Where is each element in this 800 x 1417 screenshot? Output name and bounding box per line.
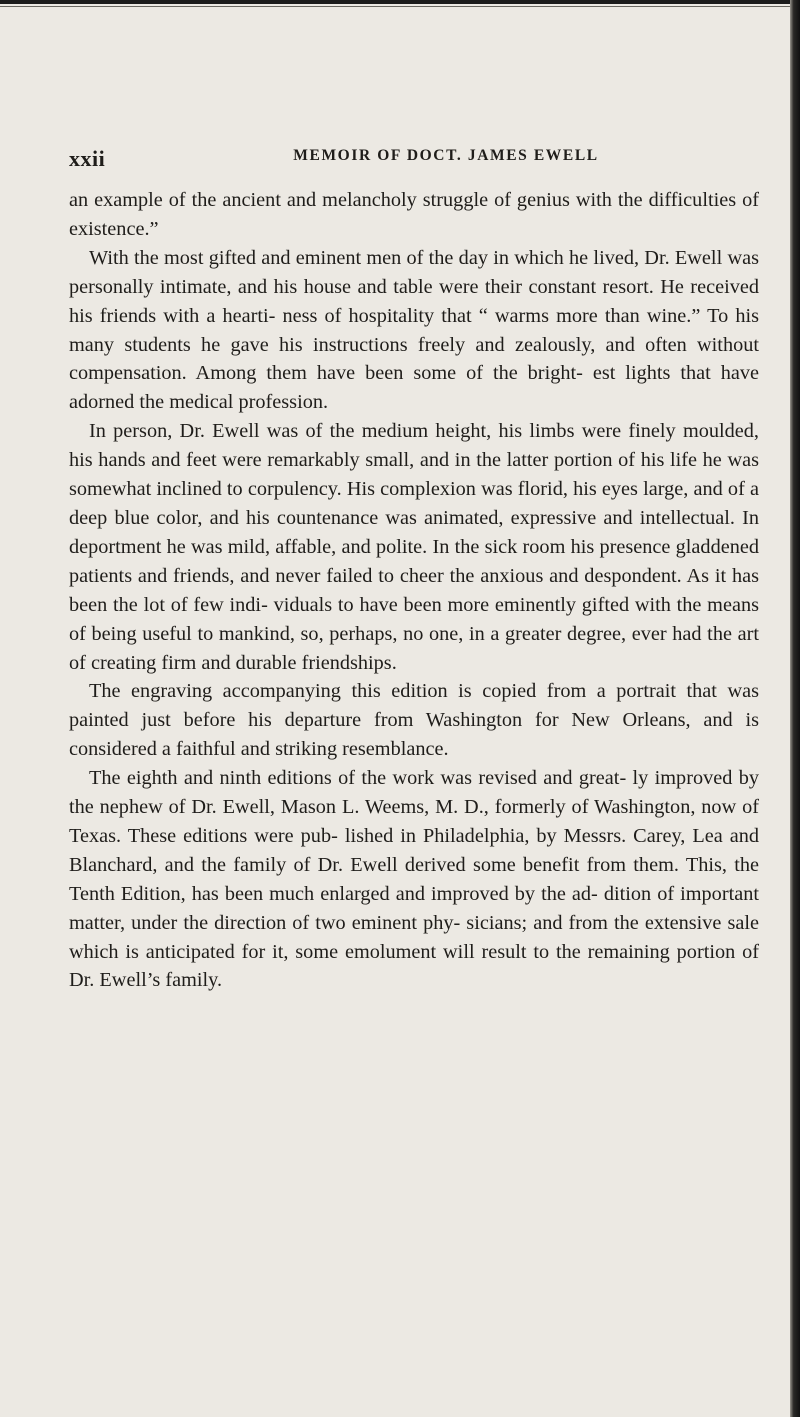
page-number: xxii bbox=[69, 146, 106, 171]
running-header bbox=[69, 146, 759, 172]
running-title: MEMOIR OF DOCT. JAMES EWELL bbox=[293, 147, 599, 164]
top-border-rule bbox=[0, 0, 790, 4]
paragraph-engraving: The engraving accompanying this edition is copied from a portrait that was painted just before his departure from Washington for New Orleans, and is considered a faithful and striking resemblance. bbox=[69, 680, 759, 761]
paragraph-appearance: In person, Dr. Ewell was of the medium height, his limbs were finely moulded, his hands and feet were remarkably small, and in the latter portion of his life he was somewhat inclined to corpulency. His complexion was florid, his eyes large, and of a deep blue color, and his countenance was animated, expressive and intellectual. In deportment he was mild, affable, and polite. In the sick room his presence gladdened patients and friends, and never failed to cheer the anxious and despondent. As it has been the lot of few indi- viduals to have been more eminently gifted with the means of being useful to mankind, so, perhaps, no one, in a greater degree, ever had the art of creating firm and durable friendships. bbox=[69, 420, 759, 674]
paragraph-editions: The eighth and ninth editions of the work was revised and great- ly improved by the nephew of Dr. Ewell, Mason L. Weems, M. D., formerly of Washington, now of Texas. These editions were pub- lished in Philadelphia, by Messrs. Carey, Lea and Blanchard, and the family of Dr. Ewell derived some benefit from them. This, the Tenth Edition, has been much enlarged and improved by the ad- dition of important matter, under the direction of two eminent phy- sicians; and from the extensive sale which is anticipated for it, some emolument will result to the remaining portion of Dr. Ewell’s family. bbox=[69, 767, 759, 992]
paragraph-hospitality: With the most gifted and eminent men of the day in which he lived, Dr. Ewell was personally intimate, and his house and table were their constant resort. He received his friends with a hearti- ness of hospitality that “ warms more than wine.” To his many students he gave his instructions freely and zealously, and often without compensation. Among them have been some of the bright- est lights that have adorned the medical profession. bbox=[69, 246, 759, 414]
paragraph-continued: an example of the ancient and melancholy struggle of genius with the difficulties of existence.” bbox=[69, 189, 759, 240]
body-text bbox=[69, 186, 759, 995]
page-edge-shadow bbox=[790, 0, 800, 1417]
top-border-thin-rule bbox=[0, 6, 790, 7]
